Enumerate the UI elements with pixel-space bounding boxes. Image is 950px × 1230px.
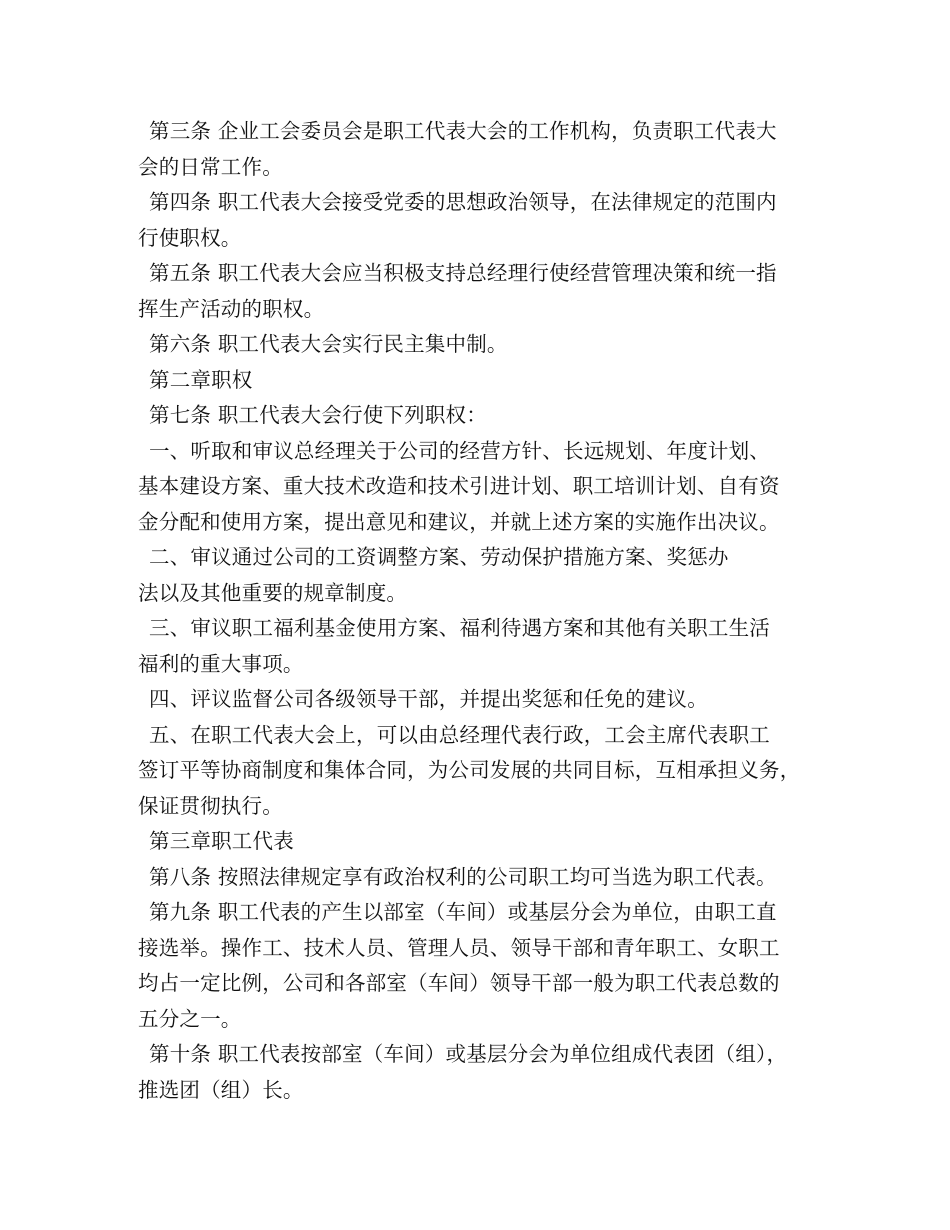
text-line: 挥生产活动的职权。 bbox=[138, 296, 325, 321]
text-line: 法以及其他重要的规章制度。 bbox=[138, 580, 408, 605]
text-line: 均占一定比例，公司和各部室（车间）领导干部一般为职工代表总数的 bbox=[138, 971, 780, 995]
text-line: 四、评议监督公司各级领导干部，并提出奖惩和任免的建议。 bbox=[149, 687, 708, 711]
text-line: 第四条 职工代表大会接受党委的思想政治领导，在法律规定的范围内 bbox=[149, 190, 777, 214]
chapter-heading: 第三章职工代表 bbox=[149, 829, 294, 853]
text-line: 行使职权。 bbox=[138, 225, 242, 250]
text-line: 二、审议通过公司的工资调整方案、劳动保护措施方案、奖惩办 bbox=[149, 545, 729, 569]
chapter-heading: 第二章职权 bbox=[149, 367, 253, 392]
text-line: 五、在职工代表大会上，可以由总经理代表行政，工会主席代表职工 bbox=[149, 722, 770, 747]
text-line: 金分配和使用方案，提出意见和建议，并就上述方案的实施作出决议。 bbox=[138, 509, 780, 534]
text-line: 第八条 按照法律规定享有政治权利的公司职工均可当选为职工代表。 bbox=[149, 864, 777, 889]
text-line: 一、听取和审议总经理关于公司的经营方针、长远规划、年度计划、 bbox=[149, 438, 770, 463]
text-line: 基本建设方案、重大技术改造和技术引进计划、职工培训计划、自有资 bbox=[138, 474, 780, 498]
text-line: 第七条 职工代表大会行使下列职权： bbox=[149, 403, 487, 427]
document-body bbox=[138, 114, 828, 1108]
text-line: 第十条 职工代表按部室（车间）或基层分会为单位组成代表团（组）， bbox=[149, 1042, 788, 1066]
text-line: 第三条 企业工会委员会是职工代表大会的工作机构，负责职工代表大 bbox=[149, 119, 777, 143]
text-line: 会的日常工作。 bbox=[138, 154, 283, 179]
text-line: 接选举。操作工、技术人员、管理人员、领导干部和青年职工、女职工 bbox=[138, 935, 780, 960]
text-line: 福利的重大事项。 bbox=[138, 651, 304, 676]
text-line: 推选团（组）长。 bbox=[138, 1077, 304, 1102]
text-line: 保证贯彻执行。 bbox=[138, 793, 283, 818]
text-line: 五分之一。 bbox=[138, 1006, 242, 1031]
text-line: 第五条 职工代表大会应当积极支持总经理行使经营管理决策和统一指 bbox=[149, 261, 777, 285]
text-line: 三、审议职工福利基金使用方案、福利待遇方案和其他有关职工生活 bbox=[149, 616, 770, 640]
text-line: 第六条 职工代表大会实行民主集中制。 bbox=[149, 332, 508, 356]
text-line: 签订平等协商制度和集体合同，为公司发展的共同目标，互相承担义务， bbox=[138, 758, 801, 782]
text-line: 第九条 职工代表的产生以部室（车间）或基层分会为单位，由职工直 bbox=[149, 900, 777, 924]
